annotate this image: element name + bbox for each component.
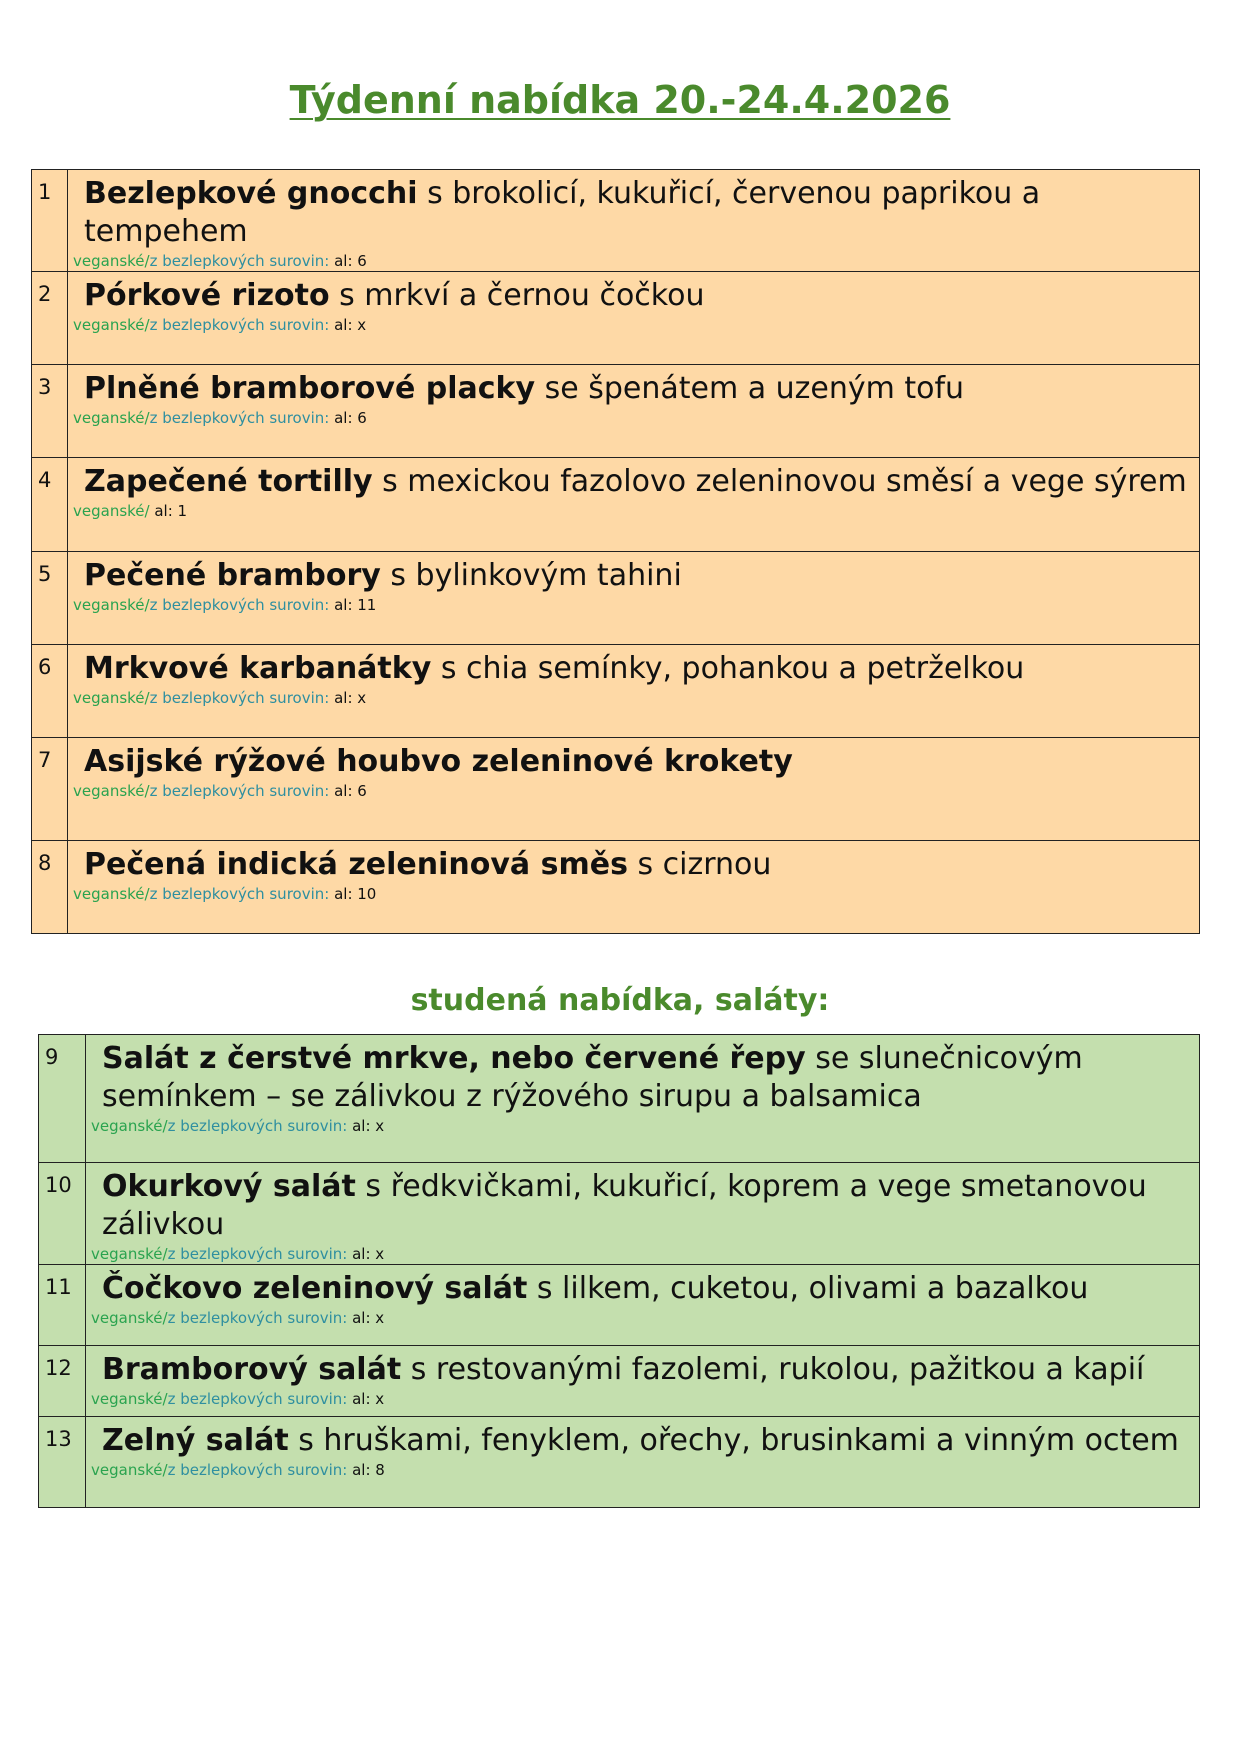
allergen-info: al: 6 xyxy=(329,409,367,427)
item-number: 4 xyxy=(32,458,68,552)
item-cell xyxy=(86,1163,1200,1265)
item-description: s ředkvičkami, kukuřicí, koprem a vege smetanovou zálivkou xyxy=(102,1169,1147,1242)
item-name: Zelný salát xyxy=(102,1423,289,1458)
item-title xyxy=(84,463,1189,501)
item-title xyxy=(102,1040,1189,1116)
item-title xyxy=(102,1270,1189,1308)
item-tags xyxy=(73,884,1189,904)
cold-menu-table xyxy=(38,1034,1200,1508)
item-number: 1 xyxy=(32,170,68,272)
vegan-tag: veganské/ xyxy=(73,316,150,334)
menu-row xyxy=(32,738,1200,841)
item-description: s restovanými fazolemi, rukolou, pažitkou a kapií xyxy=(401,1352,1145,1387)
item-description: s chia semínky, pohankou a petrželkou xyxy=(431,651,1025,686)
allergen-info: al: x xyxy=(347,1117,385,1135)
allergen-info: al: 11 xyxy=(329,596,377,614)
item-number: 13 xyxy=(39,1417,86,1508)
vegan-tag: veganské/ xyxy=(91,1309,168,1327)
allergen-info: al: 10 xyxy=(329,885,377,903)
menu-row xyxy=(39,1346,1200,1417)
item-title xyxy=(102,1168,1189,1244)
item-cell xyxy=(68,272,1200,365)
item-title xyxy=(102,1422,1189,1460)
menu-row xyxy=(32,365,1200,458)
item-description: s lilkem, cuketou, olivami a bazalkou xyxy=(527,1271,1089,1306)
item-tags xyxy=(73,251,1189,271)
gluten-free-tag: z bezlepkových surovin: xyxy=(149,689,330,707)
item-number: 11 xyxy=(39,1265,86,1346)
allergen-info: al: 8 xyxy=(347,1461,385,1479)
item-cell xyxy=(68,458,1200,552)
allergen-info: al: x xyxy=(329,689,367,707)
item-tags xyxy=(73,688,1189,708)
cold-section-title: studená nabídka, saláty: xyxy=(410,983,830,1018)
warm-menu-table xyxy=(31,169,1200,934)
item-number: 7 xyxy=(32,738,68,841)
gluten-free-tag: z bezlepkových surovin: xyxy=(167,1461,348,1479)
allergen-info: al: x xyxy=(347,1309,385,1327)
item-title xyxy=(84,175,1189,251)
menu-row xyxy=(39,1265,1200,1346)
vegan-tag: veganské/ xyxy=(91,1245,168,1263)
vegan-tag: veganské/ xyxy=(73,409,150,427)
vegan-tag: veganské/ xyxy=(73,782,150,800)
menu-row xyxy=(32,552,1200,645)
item-number: 9 xyxy=(39,1035,86,1163)
item-name: Salát z čerstvé mrkve, nebo červené řepy xyxy=(102,1041,806,1076)
vegan-tag: veganské/ xyxy=(91,1390,168,1408)
item-cell xyxy=(68,552,1200,645)
gluten-free-tag: z bezlepkových surovin: xyxy=(167,1245,348,1263)
item-cell xyxy=(86,1346,1200,1417)
gluten-free-tag: z bezlepkových surovin: xyxy=(149,252,330,270)
menu-row xyxy=(32,272,1200,365)
item-description: s mexickou fazolovo zeleninovou směsí a vege sýrem xyxy=(372,464,1187,499)
allergen-info: al: 6 xyxy=(329,252,367,270)
item-tags xyxy=(91,1116,1189,1136)
item-cell xyxy=(68,170,1200,272)
gluten-free-tag: z bezlepkových surovin: xyxy=(149,782,330,800)
item-title xyxy=(84,650,1189,688)
vegan-tag: veganské/ xyxy=(91,1117,168,1135)
item-cell xyxy=(86,1417,1200,1508)
item-title xyxy=(84,846,1189,884)
item-cell xyxy=(68,645,1200,738)
allergen-info: al: x xyxy=(329,316,367,334)
menu-row xyxy=(39,1163,1200,1265)
item-description: se špenátem a uzeným tofu xyxy=(535,371,965,406)
allergen-info: al: 6 xyxy=(329,782,367,800)
item-title xyxy=(84,557,1189,595)
item-tags xyxy=(91,1308,1189,1328)
item-name: Plněné bramborové placky xyxy=(84,371,536,406)
item-name: Pečená indická zeleninová směs xyxy=(84,847,628,882)
menu-row xyxy=(32,458,1200,552)
item-cell xyxy=(86,1265,1200,1346)
allergen-info: al: x xyxy=(347,1390,385,1408)
item-tags xyxy=(73,408,1189,428)
item-cell xyxy=(68,841,1200,934)
item-description: s brokolicí, kukuřicí, červenou paprikou a tempehem xyxy=(84,176,1041,249)
item-name: Asijské rýžové houbvo zeleninové krokety xyxy=(84,744,793,779)
vegan-tag: veganské/ xyxy=(73,885,150,903)
item-title xyxy=(84,277,1189,315)
item-number: 10 xyxy=(39,1163,86,1265)
gluten-free-tag: z bezlepkových surovin: xyxy=(167,1117,348,1135)
item-cell xyxy=(68,365,1200,458)
item-tags xyxy=(91,1460,1189,1480)
item-tags xyxy=(73,595,1189,615)
item-tags xyxy=(73,501,1189,521)
vegan-tag: veganské/ xyxy=(73,252,150,270)
item-name: Pórkové rizoto xyxy=(84,278,330,313)
allergen-info: al: x xyxy=(347,1245,385,1263)
item-title xyxy=(84,370,1189,408)
gluten-free-tag: z bezlepkových surovin: xyxy=(149,409,330,427)
gluten-free-tag: z bezlepkových surovin: xyxy=(167,1309,348,1327)
item-title xyxy=(102,1351,1189,1389)
gluten-free-tag: z bezlepkových surovin: xyxy=(149,316,330,334)
item-number: 5 xyxy=(32,552,68,645)
page-title: Týdenní nabídka 20.-24.4.2026 xyxy=(289,78,951,122)
item-name: Bezlepkové gnocchi xyxy=(84,176,418,211)
menu-row xyxy=(39,1035,1200,1163)
item-name: Čočkovo zeleninový salát xyxy=(102,1271,528,1306)
vegan-tag: veganské/ xyxy=(91,1461,168,1479)
item-cell xyxy=(86,1035,1200,1163)
item-tags xyxy=(73,315,1189,335)
vegan-tag: veganské/ xyxy=(73,596,150,614)
allergen-info: al: 1 xyxy=(149,502,188,520)
item-tags xyxy=(91,1389,1189,1409)
item-name: Okurkový salát xyxy=(102,1169,356,1204)
menu-row xyxy=(32,841,1200,934)
item-description: s mrkví a černou čočkou xyxy=(329,278,705,313)
vegan-tag: veganské/ xyxy=(73,689,150,707)
item-tags xyxy=(91,1244,1189,1264)
gluten-free-tag: z bezlepkových surovin: xyxy=(149,885,330,903)
item-name: Zapečené tortilly xyxy=(84,464,373,499)
item-name: Pečené brambory xyxy=(84,558,381,593)
item-tags xyxy=(73,781,1189,801)
item-name: Mrkvové karbanátky xyxy=(84,651,432,686)
gluten-free-tag: z bezlepkových surovin: xyxy=(167,1390,348,1408)
menu-row xyxy=(32,170,1200,272)
item-number: 8 xyxy=(32,841,68,934)
item-name: Bramborový salát xyxy=(102,1352,402,1387)
item-description: se slunečnicovým semínkem – se zálivkou z rýžového sirupu a balsamica xyxy=(102,1041,1083,1114)
item-number: 6 xyxy=(32,645,68,738)
item-description: s bylinkovým tahini xyxy=(380,558,682,593)
item-number: 3 xyxy=(32,365,68,458)
item-title xyxy=(84,743,1189,781)
item-description: s hruškami, fenyklem, ořechy, brusinkami a vinným octem xyxy=(288,1423,1179,1458)
item-number: 2 xyxy=(32,272,68,365)
menu-row xyxy=(39,1417,1200,1508)
gluten-free-tag: z bezlepkových surovin: xyxy=(149,596,330,614)
item-number: 12 xyxy=(39,1346,86,1417)
item-cell xyxy=(68,738,1200,841)
vegan-tag: veganské/ xyxy=(73,502,150,520)
item-description: s cizrnou xyxy=(627,847,772,882)
menu-row xyxy=(32,645,1200,738)
